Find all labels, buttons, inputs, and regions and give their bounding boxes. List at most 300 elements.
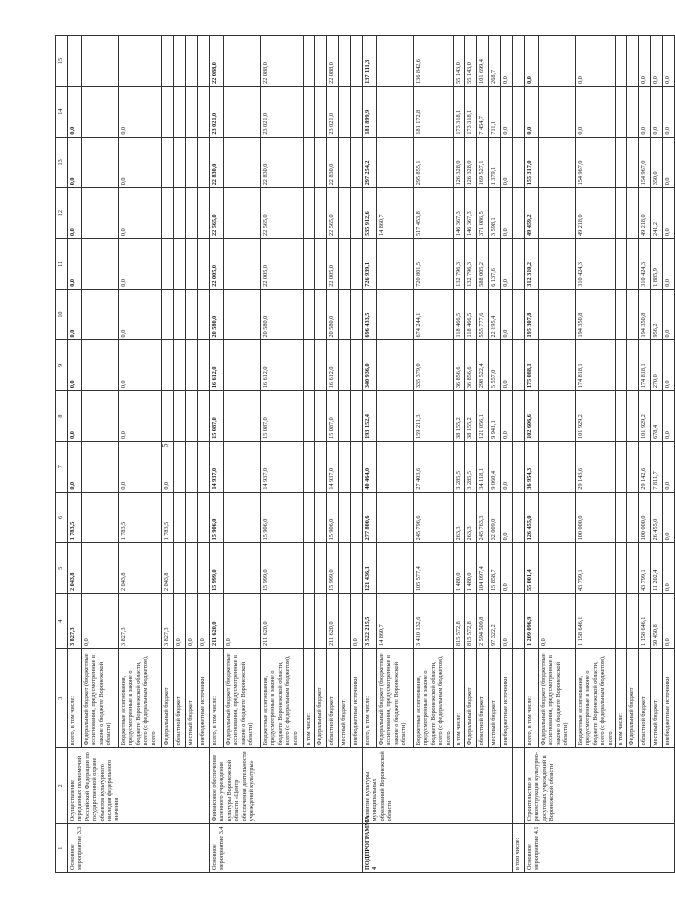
value-cell <box>224 340 261 391</box>
program-name: Финансовое обеспечение казенного учреждения культуры Воронежской области «Центр обеспечения деятельности учреждений культуры» <box>210 748 363 824</box>
value-cell <box>539 441 576 492</box>
value-cell <box>304 86 315 137</box>
value-cell <box>198 36 210 87</box>
empty-cell <box>513 239 525 290</box>
value-cell <box>339 36 351 87</box>
value-cell: 5 557,0 <box>489 340 501 391</box>
table-row <box>501 36 513 873</box>
value-cell: 3 827,3 <box>119 594 162 649</box>
budget-table <box>55 35 675 873</box>
value-cell: 27 403,6 <box>414 441 454 492</box>
value-cell <box>82 391 119 442</box>
value-cell <box>198 441 210 492</box>
value-cell: 154 967,0 <box>639 137 651 188</box>
source-label: Федеральный бюджет (бюджетные ассигнования, предусмотренные в законе о бюджете Воронежской области) <box>224 648 261 747</box>
page-number: 5 <box>160 443 170 448</box>
value-cell: 0,0 <box>186 594 198 649</box>
value-cell <box>539 137 576 188</box>
value-cell: 1 480,0 <box>465 543 477 594</box>
column-number-12: 12 <box>56 188 68 239</box>
table-row <box>663 36 675 873</box>
value-cell <box>315 289 327 340</box>
value-cell <box>339 289 351 340</box>
value-cell: 15 999,0 <box>327 543 339 594</box>
empty-cell <box>513 137 525 188</box>
program-code: Основное мероприятие 3.3 <box>68 824 210 873</box>
value-cell: 34 118,1 <box>477 441 489 492</box>
column-number-13: 13 <box>56 137 68 188</box>
table-row <box>414 36 454 873</box>
value-cell <box>315 239 327 290</box>
program-name: Развитие культуры муниципальных образований Воронежской области <box>363 748 513 824</box>
value-cell: 0,0 <box>501 441 513 492</box>
value-cell <box>539 36 576 87</box>
column-number-2: 2 <box>56 748 68 824</box>
value-cell: 15 906,0 <box>327 492 339 543</box>
value-cell <box>82 188 119 239</box>
value-cell: 22 565,0 <box>261 188 304 239</box>
value-cell <box>162 391 174 442</box>
value-cell: 16 612,0 <box>210 340 224 391</box>
value-cell: 277 800,6 <box>363 492 377 543</box>
value-cell: 22 195,4 <box>489 289 501 340</box>
value-cell: 55 143,0 <box>465 36 477 87</box>
value-cell: 136 842,6 <box>414 36 454 87</box>
value-cell <box>162 239 174 290</box>
value-cell: 2 043,8 <box>119 543 162 594</box>
value-cell: 169 527,1 <box>477 137 489 188</box>
column-number-10: 10 <box>56 289 68 340</box>
table-row <box>377 36 414 873</box>
value-cell: 555 777,6 <box>477 289 489 340</box>
value-cell: 310 424,3 <box>639 239 651 290</box>
value-cell: 15 858,7 <box>489 543 501 594</box>
value-cell: 23 021,0 <box>210 86 224 137</box>
value-cell: 0,0 <box>501 391 513 442</box>
value-cell: 0,0 <box>119 441 162 492</box>
value-cell <box>616 340 627 391</box>
value-cell <box>377 543 414 594</box>
value-cell: 159 211,3 <box>414 391 454 442</box>
value-cell: 102 606,6 <box>525 391 539 442</box>
value-cell: 175 088,1 <box>525 340 539 391</box>
header-row <box>56 36 68 873</box>
value-cell: 0,0 <box>68 289 82 340</box>
column-number-9: 9 <box>56 340 68 391</box>
value-cell <box>186 289 198 340</box>
column-number-15: 15 <box>56 36 68 87</box>
value-cell: 15 087,0 <box>261 391 304 442</box>
value-cell <box>174 492 186 543</box>
value-cell: 0,0 <box>501 36 513 87</box>
value-cell <box>82 543 119 594</box>
value-cell: 104 097,4 <box>477 543 489 594</box>
source-label: Бюджетные ассигнования, предусмотренные в законе о бюджете Воронежской области, всего (с федеральным бюджетом), всего <box>414 648 454 747</box>
source-label: всего, в том числе: <box>363 648 377 747</box>
value-cell <box>627 36 639 87</box>
value-cell: 956,2 <box>651 289 663 340</box>
value-cell <box>174 543 186 594</box>
column-number-5: 5 <box>56 543 68 594</box>
value-cell <box>627 543 639 594</box>
value-cell: 0,0 <box>501 543 513 594</box>
value-cell: 193 152,4 <box>363 391 377 442</box>
source-label: в том числе: <box>616 648 627 747</box>
value-cell: 146 367,3 <box>454 188 465 239</box>
value-cell <box>616 36 627 87</box>
value-cell: 14 860,7 <box>377 188 414 239</box>
source-label: Бюджетные ассигнования, предусмотренные в законе о бюджете Воронежской области, всего (с федеральным бюджетом), всего <box>576 648 616 747</box>
value-cell: 22 088,0 <box>327 36 339 87</box>
value-cell <box>377 340 414 391</box>
value-cell <box>339 594 351 649</box>
value-cell <box>82 289 119 340</box>
source-label: в том числе: <box>304 648 315 747</box>
value-cell <box>82 36 119 87</box>
source-label: Бюджетные ассигнования, предусмотренные в законе о бюджете Воронежской области, всего (с федеральным бюджетом), всего <box>261 648 304 747</box>
value-cell: 174 818,1 <box>639 340 651 391</box>
value-cell <box>186 86 198 137</box>
value-cell: 245 763,3 <box>477 492 489 543</box>
value-cell: 20 580,0 <box>327 289 339 340</box>
table-row <box>525 36 539 873</box>
value-cell <box>82 492 119 543</box>
value-cell <box>627 492 639 543</box>
value-cell: 0,0 <box>639 86 651 137</box>
value-cell <box>198 543 210 594</box>
value-cell <box>198 239 210 290</box>
value-cell: 49 218,0 <box>639 188 651 239</box>
column-number-3: 3 <box>56 648 68 747</box>
value-cell <box>224 289 261 340</box>
value-cell: 0,0 <box>68 137 82 188</box>
column-number-6: 6 <box>56 492 68 543</box>
value-cell: 2 043,8 <box>68 543 82 594</box>
value-cell: 245 796,6 <box>414 492 454 543</box>
value-cell: 22 565,0 <box>210 188 224 239</box>
value-cell: 181 172,8 <box>414 86 454 137</box>
value-cell: 50 450,8 <box>651 594 663 649</box>
value-cell <box>351 492 363 543</box>
value-cell <box>339 239 351 290</box>
table-row <box>639 36 651 873</box>
value-cell: 1 158 646,1 <box>576 594 616 649</box>
source-label: Федеральный бюджет (бюджетные ассигнования, предусмотренные в законе о бюджете Воронежской области) <box>377 648 414 747</box>
table-row <box>174 36 186 873</box>
value-cell: 101 929,2 <box>576 391 616 442</box>
value-cell: 0,0 <box>663 86 675 137</box>
value-cell: 101 929,2 <box>639 391 651 442</box>
value-cell <box>174 441 186 492</box>
value-cell: 194 350,8 <box>576 289 616 340</box>
value-cell <box>224 239 261 290</box>
value-cell: 0,0 <box>525 36 539 87</box>
empty-cell <box>513 340 525 391</box>
value-cell: 0,0 <box>501 239 513 290</box>
empty-cell <box>513 441 525 492</box>
value-cell: 0,0 <box>198 594 210 649</box>
value-cell <box>304 188 315 239</box>
value-cell <box>616 391 627 442</box>
source-label: Федеральный бюджет (бюджетные ассигнования, предусмотренные в законе о бюджете Воронежской области) <box>539 648 576 747</box>
source-label: местный бюджет <box>339 648 351 747</box>
value-cell: 9 941,1 <box>489 391 501 442</box>
value-cell: 0,0 <box>119 391 162 442</box>
value-cell: 15 087,0 <box>210 391 224 442</box>
value-cell: 38 155,2 <box>465 391 477 442</box>
value-cell <box>616 543 627 594</box>
value-cell: 173 318,1 <box>465 86 477 137</box>
value-cell <box>224 36 261 87</box>
value-cell <box>304 391 315 442</box>
value-cell: 15 906,0 <box>210 492 224 543</box>
value-cell: 22 830,0 <box>327 137 339 188</box>
value-cell: 0,0 <box>119 340 162 391</box>
value-cell: 211 620,0 <box>261 594 304 649</box>
value-cell <box>304 340 315 391</box>
value-cell: 100 000,0 <box>639 492 651 543</box>
value-cell: 121 056,1 <box>477 391 489 442</box>
source-label: Федеральный бюджет <box>465 648 477 747</box>
value-cell <box>82 137 119 188</box>
value-cell <box>198 340 210 391</box>
value-cell <box>339 492 351 543</box>
table-row <box>327 36 339 873</box>
value-cell: 1 480,0 <box>454 543 465 594</box>
source-label: внебюджетные источники <box>198 648 210 747</box>
value-cell: 132 796,3 <box>454 239 465 290</box>
table-row <box>616 36 627 873</box>
table-row <box>304 36 315 873</box>
value-cell <box>82 441 119 492</box>
value-cell <box>304 289 315 340</box>
value-cell: 15 087,0 <box>327 391 339 442</box>
empty-cell <box>513 86 525 137</box>
table-row <box>627 36 639 873</box>
rotated-table-wrapper <box>55 35 672 873</box>
value-cell: 100 000,0 <box>576 492 616 543</box>
value-cell <box>616 594 627 649</box>
value-cell <box>539 543 576 594</box>
value-cell <box>351 239 363 290</box>
value-cell <box>304 594 315 649</box>
value-cell <box>224 492 261 543</box>
value-cell <box>315 137 327 188</box>
value-cell <box>315 441 327 492</box>
value-cell <box>627 137 639 188</box>
value-cell: 55 001,4 <box>525 543 539 594</box>
value-cell: 3 410 132,6 <box>414 594 454 649</box>
value-cell: 0,0 <box>351 594 363 649</box>
table-row <box>186 36 198 873</box>
value-cell: 0,0 <box>663 289 675 340</box>
value-cell: 40 464,0 <box>363 441 377 492</box>
value-cell <box>186 441 198 492</box>
value-cell: 517 453,8 <box>414 188 454 239</box>
value-cell: 195 307,8 <box>525 289 539 340</box>
value-cell: 0,0 <box>68 239 82 290</box>
source-label: внебюджетные источники <box>663 648 675 747</box>
value-cell <box>351 137 363 188</box>
value-cell: 155 317,0 <box>525 137 539 188</box>
value-cell: 0,0 <box>651 36 663 87</box>
value-cell: 241,2 <box>651 188 663 239</box>
value-cell: 0,0 <box>663 188 675 239</box>
value-cell: 146 367,3 <box>465 188 477 239</box>
value-cell <box>224 86 261 137</box>
value-cell <box>351 340 363 391</box>
value-cell: 0,0 <box>224 594 261 649</box>
source-label: Федеральный бюджет <box>627 648 639 747</box>
program-name: Осуществление переданных полномочий Российской Федерации по государственной охране объектов культурного наследия федерального значения <box>68 748 210 824</box>
value-cell: 211 620,0 <box>327 594 339 649</box>
section-separator: в том числе: <box>513 824 525 873</box>
value-cell <box>174 188 186 239</box>
value-cell <box>162 86 174 137</box>
value-cell: 14 937,0 <box>210 441 224 492</box>
value-cell: 0,0 <box>174 594 186 649</box>
value-cell: 371 086,5 <box>477 188 489 239</box>
value-cell: 588 005,2 <box>477 239 489 290</box>
value-cell <box>315 86 327 137</box>
value-cell: 14 937,0 <box>261 441 304 492</box>
table-row <box>339 36 351 873</box>
value-cell <box>224 188 261 239</box>
value-cell <box>616 239 627 290</box>
column-number-8: 8 <box>56 391 68 442</box>
value-cell: 0,0 <box>68 441 82 492</box>
value-cell: 9 060,4 <box>489 441 501 492</box>
value-cell <box>377 137 414 188</box>
value-cell <box>377 36 414 87</box>
empty-cell <box>513 543 525 594</box>
value-cell: 726 939,1 <box>363 239 377 290</box>
value-cell: 1 783,5 <box>68 492 82 543</box>
source-label: Бюджетные ассигнования, предусмотренные в законе о бюджете Воронежской области, всего (с федеральным бюджетом), всего <box>119 648 162 747</box>
source-label: местный бюджет <box>489 648 501 747</box>
value-cell: 0,0 <box>68 340 82 391</box>
empty-cell <box>513 391 525 442</box>
value-cell: 720 801,5 <box>414 239 454 290</box>
value-cell: 1 783,5 <box>119 492 162 543</box>
value-cell <box>351 391 363 442</box>
value-cell <box>162 36 174 87</box>
empty-cell <box>513 492 525 543</box>
value-cell: 15 999,0 <box>210 543 224 594</box>
table-row <box>224 36 261 873</box>
value-cell: 101 699,4 <box>477 36 489 87</box>
empty-cell <box>513 188 525 239</box>
value-cell <box>174 137 186 188</box>
table-row <box>261 36 304 873</box>
value-cell <box>377 239 414 290</box>
value-cell <box>377 391 414 442</box>
value-cell: 14 860,7 <box>377 594 414 649</box>
value-cell: 16 612,0 <box>261 340 304 391</box>
value-cell <box>627 594 639 649</box>
value-cell: 295 855,1 <box>414 137 454 188</box>
value-cell <box>224 441 261 492</box>
value-cell <box>68 36 82 87</box>
value-cell: 118 466,5 <box>465 289 477 340</box>
source-label: Федеральный бюджет <box>162 648 174 747</box>
table-row <box>119 36 162 873</box>
empty-cell <box>513 648 525 747</box>
value-cell: 0,0 <box>539 594 576 649</box>
value-cell: 22 830,0 <box>210 137 224 188</box>
value-cell <box>339 188 351 239</box>
source-label: областной бюджет <box>639 648 651 747</box>
value-cell: 335 379,0 <box>414 340 454 391</box>
value-cell: 0,0 <box>663 340 675 391</box>
value-cell: 0,0 <box>639 36 651 87</box>
value-cell <box>315 391 327 442</box>
value-cell <box>616 188 627 239</box>
source-label: внебюджетные источники <box>501 648 513 747</box>
value-cell <box>339 137 351 188</box>
value-cell <box>627 188 639 239</box>
value-cell <box>351 86 363 137</box>
source-label: всего, в том числе: <box>525 648 539 747</box>
value-cell: 32 009,0 <box>489 492 501 543</box>
value-cell: 0,0 <box>525 86 539 137</box>
value-cell: 55 143,0 <box>454 36 465 87</box>
value-cell <box>162 188 174 239</box>
value-cell: 0,0 <box>501 594 513 649</box>
value-cell <box>304 239 315 290</box>
program-code: Основное мероприятие 3.4 <box>210 824 363 873</box>
value-cell: 3 827,3 <box>162 594 174 649</box>
value-cell: 194 350,8 <box>639 289 651 340</box>
column-number-14: 14 <box>56 86 68 137</box>
value-cell: 38 155,2 <box>454 391 465 442</box>
value-cell <box>198 289 210 340</box>
value-cell <box>539 492 576 543</box>
value-cell: 3 827,3 <box>68 594 82 649</box>
value-cell <box>616 289 627 340</box>
value-cell: 29 143,6 <box>576 441 616 492</box>
value-cell: 49 218,0 <box>576 188 616 239</box>
program-code: Основное мероприятие 4.1 <box>525 824 675 873</box>
value-cell <box>82 86 119 137</box>
value-cell <box>377 441 414 492</box>
value-cell <box>377 492 414 543</box>
value-cell <box>315 36 327 87</box>
value-cell: 6 137,6 <box>489 239 501 290</box>
table-row <box>454 36 465 873</box>
value-cell <box>315 594 327 649</box>
value-cell <box>539 239 576 290</box>
value-cell: 49 459,2 <box>525 188 539 239</box>
value-cell: 268,7 <box>489 36 501 87</box>
value-cell: 22 005,0 <box>261 239 304 290</box>
source-label: областной бюджет <box>477 648 489 747</box>
value-cell: 0,0 <box>663 594 675 649</box>
value-cell <box>186 492 198 543</box>
value-cell: 297 254,2 <box>363 137 377 188</box>
value-cell: 678,4 <box>651 391 663 442</box>
value-cell: 263,3 <box>454 492 465 543</box>
source-label: всего, в том числе: <box>68 648 82 747</box>
value-cell: 3 598,1 <box>489 188 501 239</box>
value-cell <box>616 137 627 188</box>
value-cell: 121 436,1 <box>363 543 377 594</box>
value-cell: 22 005,0 <box>327 239 339 290</box>
value-cell: 0,0 <box>68 391 82 442</box>
value-cell <box>304 543 315 594</box>
table-row <box>465 36 477 873</box>
value-cell: 174 818,1 <box>576 340 616 391</box>
